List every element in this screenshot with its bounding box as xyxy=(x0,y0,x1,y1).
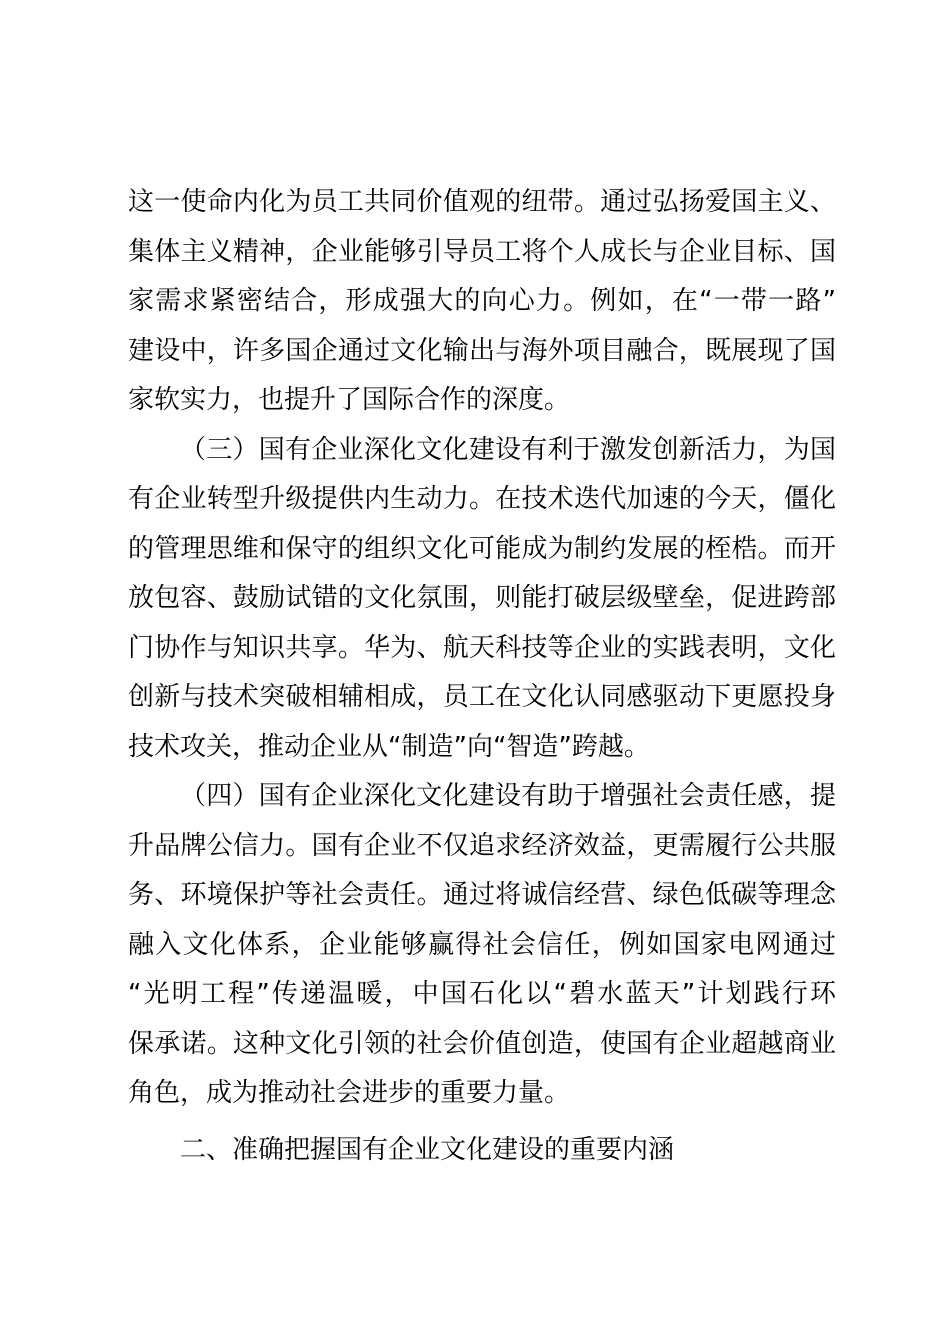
text-line: 门协作与知识共享。华为、航天科技等企业的实践表明，文化 xyxy=(128,632,836,663)
paragraph-four xyxy=(128,772,836,1119)
text-line: 的管理思维和保守的组织文化可能成为制约发展的桎梏。而开 xyxy=(128,533,836,564)
text-line: （四）国有企业深化文化建设有助于增强社会责任感，提 xyxy=(180,781,836,811)
text-line: 升品牌公信力。国有企业不仅追求经济效益，更需履行公共服 xyxy=(128,830,836,861)
text-line: 有企业转型升级提供内生动力。在技术迭代加速的今天，僵化 xyxy=(128,484,836,514)
text-line: 家软实力，也提升了国际合作的深度。 xyxy=(128,385,571,415)
text-line: 创新与技术突破相辅相成，员工在文化认同感驱动下更愿投身 xyxy=(128,682,836,712)
section-heading: 二、准确把握国有企业文化建设的重要内涵 xyxy=(180,1135,675,1165)
text-line: 角色，成为推动社会进步的重要力量。 xyxy=(128,1078,571,1108)
text-line: （三）国有企业深化文化建设有利于激发创新活力，为国 xyxy=(180,434,836,465)
text-line: 放包容、鼓励试错的文化氛围，则能打破层级壁垒，促进跨部 xyxy=(128,583,836,613)
text-line: 集体主义精神，企业能够引导员工将个人成长与企业目标、国 xyxy=(128,236,836,267)
paragraph-continued xyxy=(128,178,836,426)
text-line: 保承诺。这种文化引领的社会价值创造，使国有企业超越商业 xyxy=(128,1028,836,1059)
text-line: 这一使命内化为员工共同价值观的纽带。通过弘扬爱国主义、 xyxy=(128,187,836,217)
text-line: 建设中，许多国企通过文化输出与海外项目融合，既展现了国 xyxy=(128,335,836,366)
body-text xyxy=(128,178,836,1119)
text-line: 融入文化体系，企业能够赢得社会信任，例如国家电网通过 xyxy=(128,929,836,960)
text-line: 家需求紧密结合，形成强大的向心力。例如，在“一带一路” xyxy=(128,286,836,316)
text-line: 技术攻关，推动企业从“制造”向“智造”跨越。 xyxy=(128,731,650,762)
paragraph-three xyxy=(128,426,836,773)
text-line: “光明工程”传递温暖，中国石化以“碧水蓝天”计划践行环 xyxy=(128,979,836,1009)
text-line: 务、环境保护等社会责任。通过将诚信经营、绿色低碳等理念 xyxy=(128,880,836,910)
